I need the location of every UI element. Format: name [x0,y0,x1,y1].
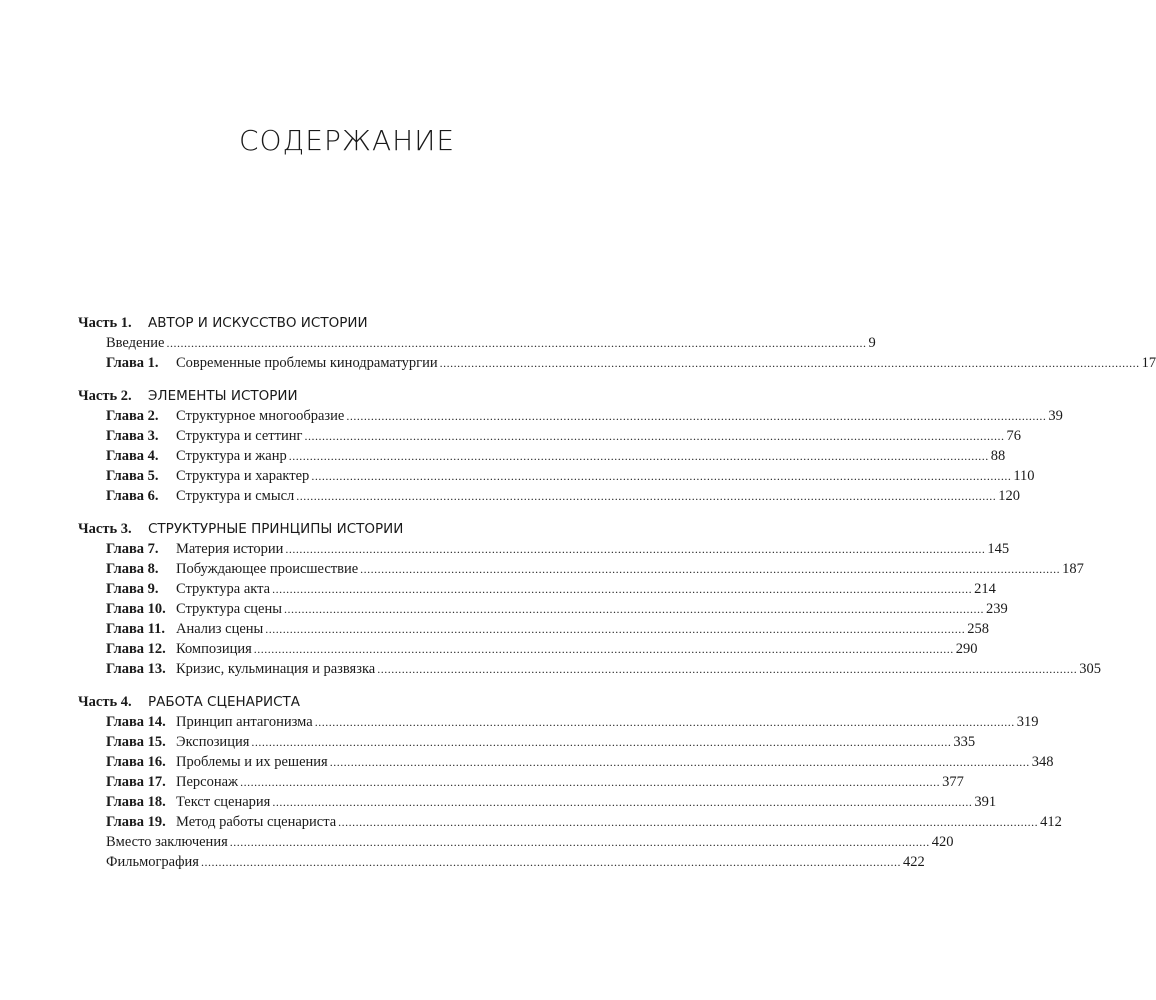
chapter-label: Глава 2. [106,408,159,424]
page-number: 391 [974,794,997,810]
entry-title: Материя истории [176,541,284,557]
dot-leader: ........................................................................................................................................................................................................ [229,835,930,849]
part-label: Часть 3. [78,521,132,537]
page-number: 17 [1141,355,1156,371]
part-spacer [78,506,568,519]
dot-leader: ........................................................................................................................................................................................................ [240,775,941,789]
chapter-label: Глава 1. [106,355,159,371]
chapter-label: Глава 9. [106,581,159,597]
part-title: СТРУКТУРНЫЕ ПРИНЦИПЫ ИСТОРИИ [148,521,404,537]
entry-title: Персонаж [176,774,239,790]
dot-leader: ........................................................................................................................................................................................................ [253,642,954,656]
toc-entry[interactable] [78,446,1006,466]
page-number: 239 [986,601,1008,617]
dot-leader: ........................................................................................................................................................................................................ [314,715,1015,729]
dot-leader: ........................................................................................................................................................................................................ [338,815,1039,829]
dot-leader: ........................................................................................................................................................................................................ [377,662,1078,676]
page-number: 76 [1006,428,1021,444]
entry-title: Фильмография [106,854,199,870]
toc-entry[interactable] [78,812,1062,832]
toc-entry[interactable] [78,426,1021,446]
toc-entry[interactable] [78,353,1156,373]
part-title: ЭЛЕМЕНТЫ ИСТОРИИ [148,388,298,404]
page-number: 290 [955,641,978,657]
toc-entry[interactable] [78,792,997,812]
toc-entry[interactable] [78,406,1063,426]
chapter-label: Глава 8. [106,561,159,577]
part-heading [78,386,568,406]
entry-title: Структура и жанр [176,448,287,464]
dot-leader: ........................................................................................................................................................................................................ [272,582,973,596]
toc-entry[interactable] [78,852,925,872]
part-title: АВТОР И ИСКУССТВО ИСТОРИИ [148,315,368,331]
page-number: 145 [987,541,1010,557]
entry-title: Введение [106,335,165,351]
chapter-label: Глава 7. [106,541,159,557]
page-number: 258 [967,621,990,637]
chapter-label: Глава 11. [106,621,166,637]
dot-leader: ........................................................................................................................................................................................................ [285,542,986,556]
dot-leader: ........................................................................................................................................................................................................ [346,409,1047,423]
dot-leader: ........................................................................................................................................................................................................ [288,449,989,463]
page-number: 377 [942,774,964,790]
toc-entry[interactable] [78,333,876,353]
entry-title: Структура и характер [176,468,310,484]
toc-entry[interactable] [78,659,1101,679]
chapter-label: Глава 18. [106,794,166,810]
entry-title: Структура акта [176,581,271,597]
toc-entry[interactable] [78,772,964,792]
toc-entry[interactable] [78,466,1035,486]
page-number: 348 [1031,754,1054,770]
toc-entry[interactable] [78,599,1008,619]
chapter-label: Глава 15. [106,734,166,750]
part-label: Часть 2. [78,388,132,404]
toc-entry[interactable] [78,559,1084,579]
entry-title: Структура и сеттинг [176,428,303,444]
dot-leader: ........................................................................................................................................................................................................ [296,489,997,503]
page-number: 335 [953,734,976,750]
entry-title: Метод работы сценариста [176,814,337,830]
toc-entry[interactable] [78,832,954,852]
part-heading [78,692,568,712]
entry-title: Кризис, кульминация и развязка [176,661,376,677]
dot-leader: ........................................................................................................................................................................................................ [272,795,973,809]
dot-leader: ........................................................................................................................................................................................................ [265,622,966,636]
toc-entry[interactable] [78,639,978,659]
entry-title: Современные проблемы кинодраматургии [176,355,438,371]
chapter-label: Глава 13. [106,661,166,677]
dot-leader: ........................................................................................................................................................................................................ [200,855,901,869]
entry-title: Экспозиция [176,734,250,750]
entry-title: Анализ сцены [176,621,264,637]
dot-leader: ........................................................................................................................................................................................................ [251,735,952,749]
page-title: СОДЕРЖАНИЕ [238,124,456,157]
entry-title: Принцип антагонизма [176,714,313,730]
entry-title: Структурное многообразие [176,408,345,424]
page-number: 305 [1079,661,1101,677]
chapter-label: Глава 10. [106,601,166,617]
entry-title: Композиция [176,641,252,657]
toc-entry[interactable] [78,732,976,752]
chapter-label: Глава 5. [106,468,159,484]
chapter-label: Глава 16. [106,754,166,770]
toc-entry[interactable] [78,619,990,639]
chapter-label: Глава 19. [106,814,166,830]
chapter-label: Глава 6. [106,488,159,504]
dot-leader: ........................................................................................................................................................................................................ [329,755,1030,769]
toc-entry[interactable] [78,712,1039,732]
dot-leader: ........................................................................................................................................................................................................ [311,469,1012,483]
toc-entry[interactable] [78,752,1054,772]
page-number: 9 [868,335,876,351]
dot-leader: ........................................................................................................................................................................................................ [360,562,1061,576]
page-number: 319 [1016,714,1039,730]
entry-title: Текст сценария [176,794,271,810]
part-label: Часть 4. [78,694,132,710]
chapter-label: Глава 4. [106,448,159,464]
page-number: 214 [974,581,996,597]
chapter-label: Глава 3. [106,428,159,444]
entry-title: Структура сцены [176,601,282,617]
page-number: 187 [1062,561,1084,577]
dot-leader: ........................................................................................................................................................................................................ [304,429,1005,443]
chapter-label: Глава 12. [106,641,166,657]
page-number: 412 [1040,814,1062,830]
chapter-label: Глава 17. [106,774,166,790]
part-spacer [78,679,568,692]
entry-title: Побуждающее происшествие [176,561,359,577]
page-number: 110 [1013,468,1035,484]
part-spacer [78,373,568,386]
page-number: 39 [1048,408,1063,424]
dot-leader: ........................................................................................................................................................................................................ [166,336,867,350]
part-heading [78,519,568,539]
part-label: Часть 1. [78,315,132,331]
part-title: РАБОТА СЦЕНАРИСТА [148,694,301,710]
page-number: 422 [902,854,925,870]
table-of-contents [78,313,1156,872]
dot-leader: ........................................................................................................................................................................................................ [439,356,1140,370]
entry-title: Структура и смысл [176,488,295,504]
part-heading [78,313,568,333]
toc-entry[interactable] [78,486,1021,506]
toc-entry[interactable] [78,579,996,599]
page-number: 88 [990,448,1006,464]
entry-title: Проблемы и их решения [176,754,328,770]
chapter-label: Глава 14. [106,714,166,730]
page-number: 120 [998,488,1021,504]
dot-leader: ........................................................................................................................................................................................................ [284,602,984,616]
entry-title: Вместо заключения [106,834,228,850]
toc-entry[interactable] [78,539,1010,559]
page-number: 420 [931,834,954,850]
